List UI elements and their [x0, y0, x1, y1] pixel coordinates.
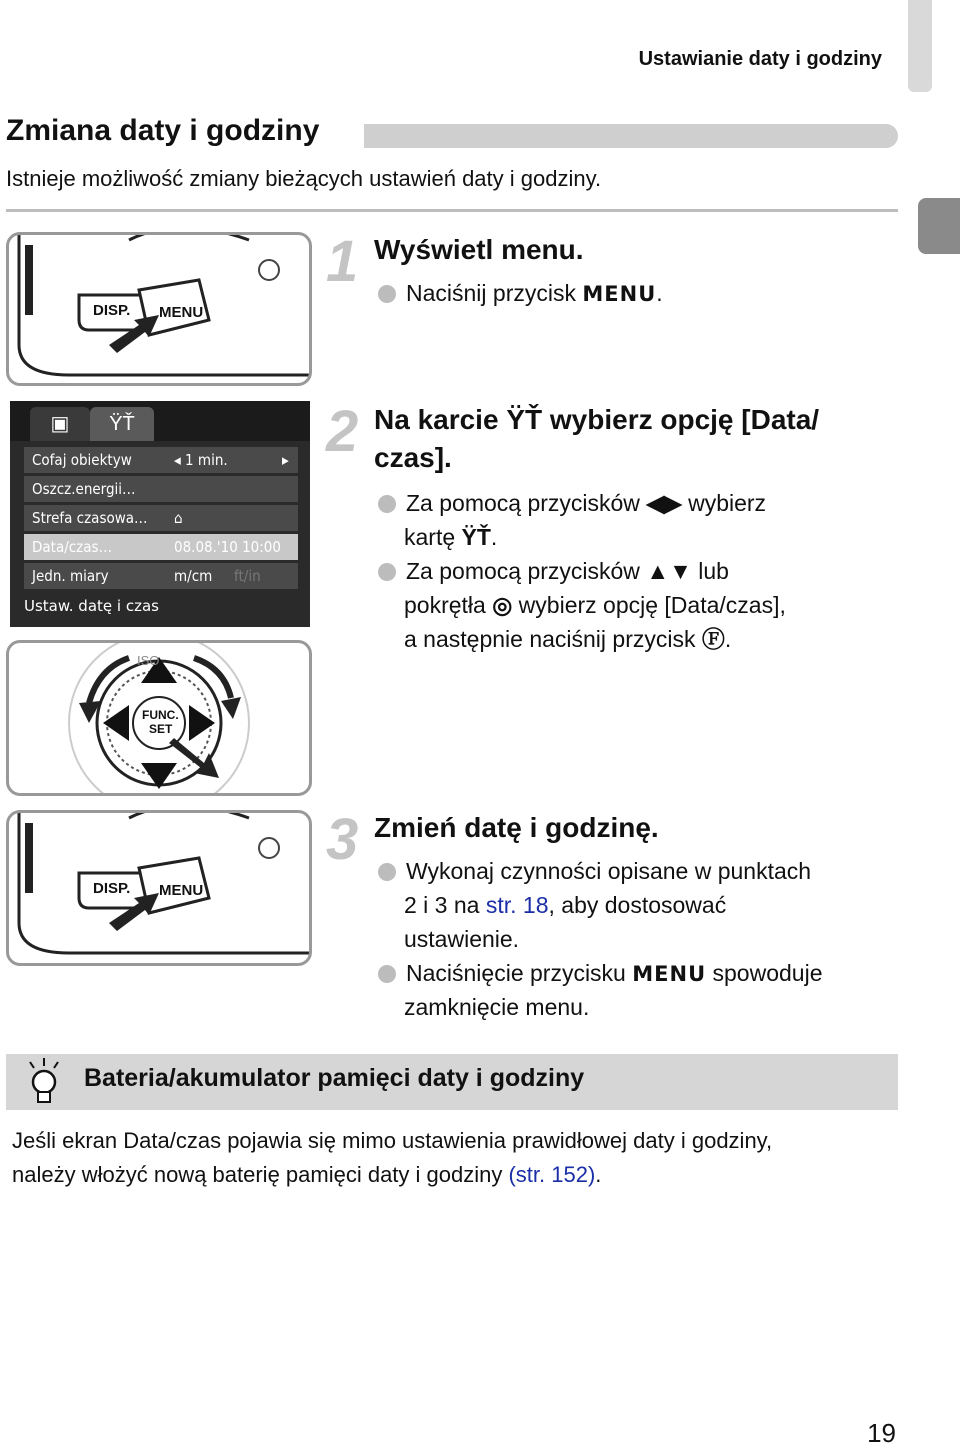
bullet-icon	[378, 965, 396, 983]
camera-illustration-svg	[9, 235, 309, 383]
lcd-tab-bar	[10, 401, 310, 441]
lcd-row	[24, 447, 298, 473]
set-label: SET	[149, 722, 173, 736]
left-arrow-icon	[103, 705, 129, 741]
lcd-row-label: Strefa czasowa…	[32, 509, 148, 527]
tip-text: należy włożyć nową baterię pamięci daty i godziny	[12, 1162, 509, 1187]
camera-illustration-svg	[9, 813, 309, 963]
bullet-text-end: wybierz opcję [Data/czas],	[512, 592, 786, 618]
tip-line-1: Jeśli ekran Data/czas pojawia się mimo ustawienia prawidłowej daty i godziny,	[12, 1128, 773, 1153]
lightbulb-icon	[24, 1058, 64, 1108]
control-dial-illustration	[6, 640, 312, 796]
side-tab-marker	[908, 0, 932, 92]
bullet-icon	[378, 495, 396, 513]
step-1-title: Wyświetl menu.	[374, 234, 584, 265]
bullet-text: Naciśnięcie przycisku	[406, 960, 633, 986]
step-2-title-text: Na karcie	[374, 404, 507, 435]
menu-button-icon: MENU	[632, 962, 707, 986]
step-3-bullet-1-line3: ustawienie.	[404, 926, 520, 952]
bullet-text: a następnie naciśnij przycisk	[404, 626, 702, 652]
step-3-bullet-2	[378, 956, 822, 991]
tip-body	[12, 1124, 772, 1192]
bullet-text-end: , aby dostosować	[548, 892, 727, 918]
menu-button-icon: MENU	[582, 282, 657, 306]
bullet-icon	[378, 863, 396, 881]
page-number: 19	[867, 1418, 896, 1448]
left-right-arrows-icon: ◀▶	[646, 490, 682, 516]
step-2-title	[374, 402, 819, 438]
chapter-tab-marker	[918, 198, 960, 254]
settings-tab-icon: ŸŤ	[461, 524, 491, 550]
settings-tab-icon: ŸŤ	[506, 404, 543, 435]
lcd-row-value: m/cm	[174, 567, 213, 585]
step-3-bullet-2-line2: zamknięcie menu.	[404, 994, 590, 1020]
step-3-title: Zmień datę i godzinę.	[374, 812, 659, 843]
lcd-row	[24, 563, 298, 589]
lcd-row-arrow: ▸	[282, 451, 289, 469]
lcd-row	[24, 476, 298, 502]
divider	[6, 209, 898, 212]
lcd-row-value: 08.08.'10 10:00	[174, 538, 281, 556]
camera-tab-icon: ▣	[30, 407, 90, 441]
up-down-arrows-icon: ▲▼	[646, 558, 692, 584]
control-dial-svg	[9, 643, 309, 793]
tip-text-end: .	[595, 1162, 602, 1187]
step-number-1: 1	[326, 229, 359, 294]
bullet-text: Za pomocą przycisków	[406, 490, 647, 516]
bullet-text-end: .	[724, 626, 732, 652]
step-2-bullet-2-line2	[404, 588, 786, 622]
step-2-bullet-1-line2	[404, 520, 497, 554]
bullet-text-end: .	[490, 524, 498, 550]
bullet-text: pokrętła	[404, 592, 493, 618]
bullet-text: 2 i 3 na	[404, 892, 486, 918]
disp-button-label: DISP.	[93, 302, 131, 319]
func-set-button-icon: Ⓕ	[701, 626, 725, 652]
lcd-row-label: Jedn. miary	[32, 567, 109, 585]
camera-menu-button-illustration	[6, 232, 312, 386]
bullet-text-end: .	[656, 280, 663, 306]
bullet-text: Za pomocą przycisków	[406, 558, 647, 584]
step-2-bullet-2	[378, 554, 729, 588]
right-arrow-icon	[189, 705, 215, 741]
bullet-text: Wykonaj czynności opisane w punktach	[406, 858, 812, 884]
tip-line-2	[12, 1158, 772, 1192]
lcd-row-label: Oszcz.energii…	[32, 480, 136, 498]
step-number-3: 3	[326, 807, 359, 872]
section-title: Zmiana daty i godziny	[6, 114, 320, 147]
home-icon: ⌂	[174, 509, 183, 527]
step-2-bullet-2-line3	[404, 622, 731, 656]
page-reference-link[interactable]: (str. 152)	[508, 1162, 596, 1187]
disp-button-label: DISP.	[93, 880, 131, 897]
menu-button-label: MENU	[159, 882, 204, 899]
lcd-row-label: Data/czas…	[32, 538, 113, 556]
section-intro: Istnieje możliwość zmiany bieżących ustawień daty i godziny.	[6, 166, 602, 191]
step-number-2: 2	[326, 399, 359, 464]
lcd-row-label: Cofaj obiektyw	[32, 451, 132, 469]
step-2-title-line2: czas].	[374, 442, 452, 473]
func-label: FUNC.	[142, 708, 179, 722]
bullet-text-end: spowoduje	[706, 960, 823, 986]
bullet-text: Naciśnij przycisk	[406, 280, 583, 306]
page-reference-link[interactable]: str. 18	[485, 892, 549, 918]
bullet-icon	[378, 563, 396, 581]
lcd-row-selected	[24, 534, 298, 560]
menu-button-label: MENU	[159, 304, 204, 321]
bullet-icon	[378, 285, 396, 303]
bullet-text-end: wybierz	[681, 490, 767, 516]
camera-lcd-menu	[10, 401, 310, 627]
camera-menu-button-illustration-2	[6, 810, 312, 966]
step-2-bullet-1	[378, 486, 766, 520]
lcd-row	[24, 505, 298, 531]
title-decoration-bar	[364, 124, 898, 148]
control-dial-icon: ◎	[492, 592, 513, 618]
running-header: Ustawianie daty i godziny	[638, 48, 882, 70]
step-3-bullet-1-line2	[404, 888, 726, 922]
lcd-row-value-alt: ft/in	[234, 567, 261, 585]
bullet-text: kartę	[404, 524, 462, 550]
settings-tab-icon: ŸŤ	[90, 407, 154, 441]
tip-title: Bateria/akumulator pamięci daty i godziny	[84, 1064, 585, 1092]
bullet-text-end: lub	[691, 558, 729, 584]
lcd-footer: Ustaw. datę i czas	[24, 597, 159, 615]
lcd-row-value: ◂ 1 min.	[174, 451, 228, 469]
step-2-title-text-end: wybierz opcję [Data/	[542, 404, 820, 435]
iso-label: ISO	[137, 653, 160, 668]
step-3-bullet-1	[378, 854, 811, 888]
step-1-bullet	[378, 276, 663, 311]
